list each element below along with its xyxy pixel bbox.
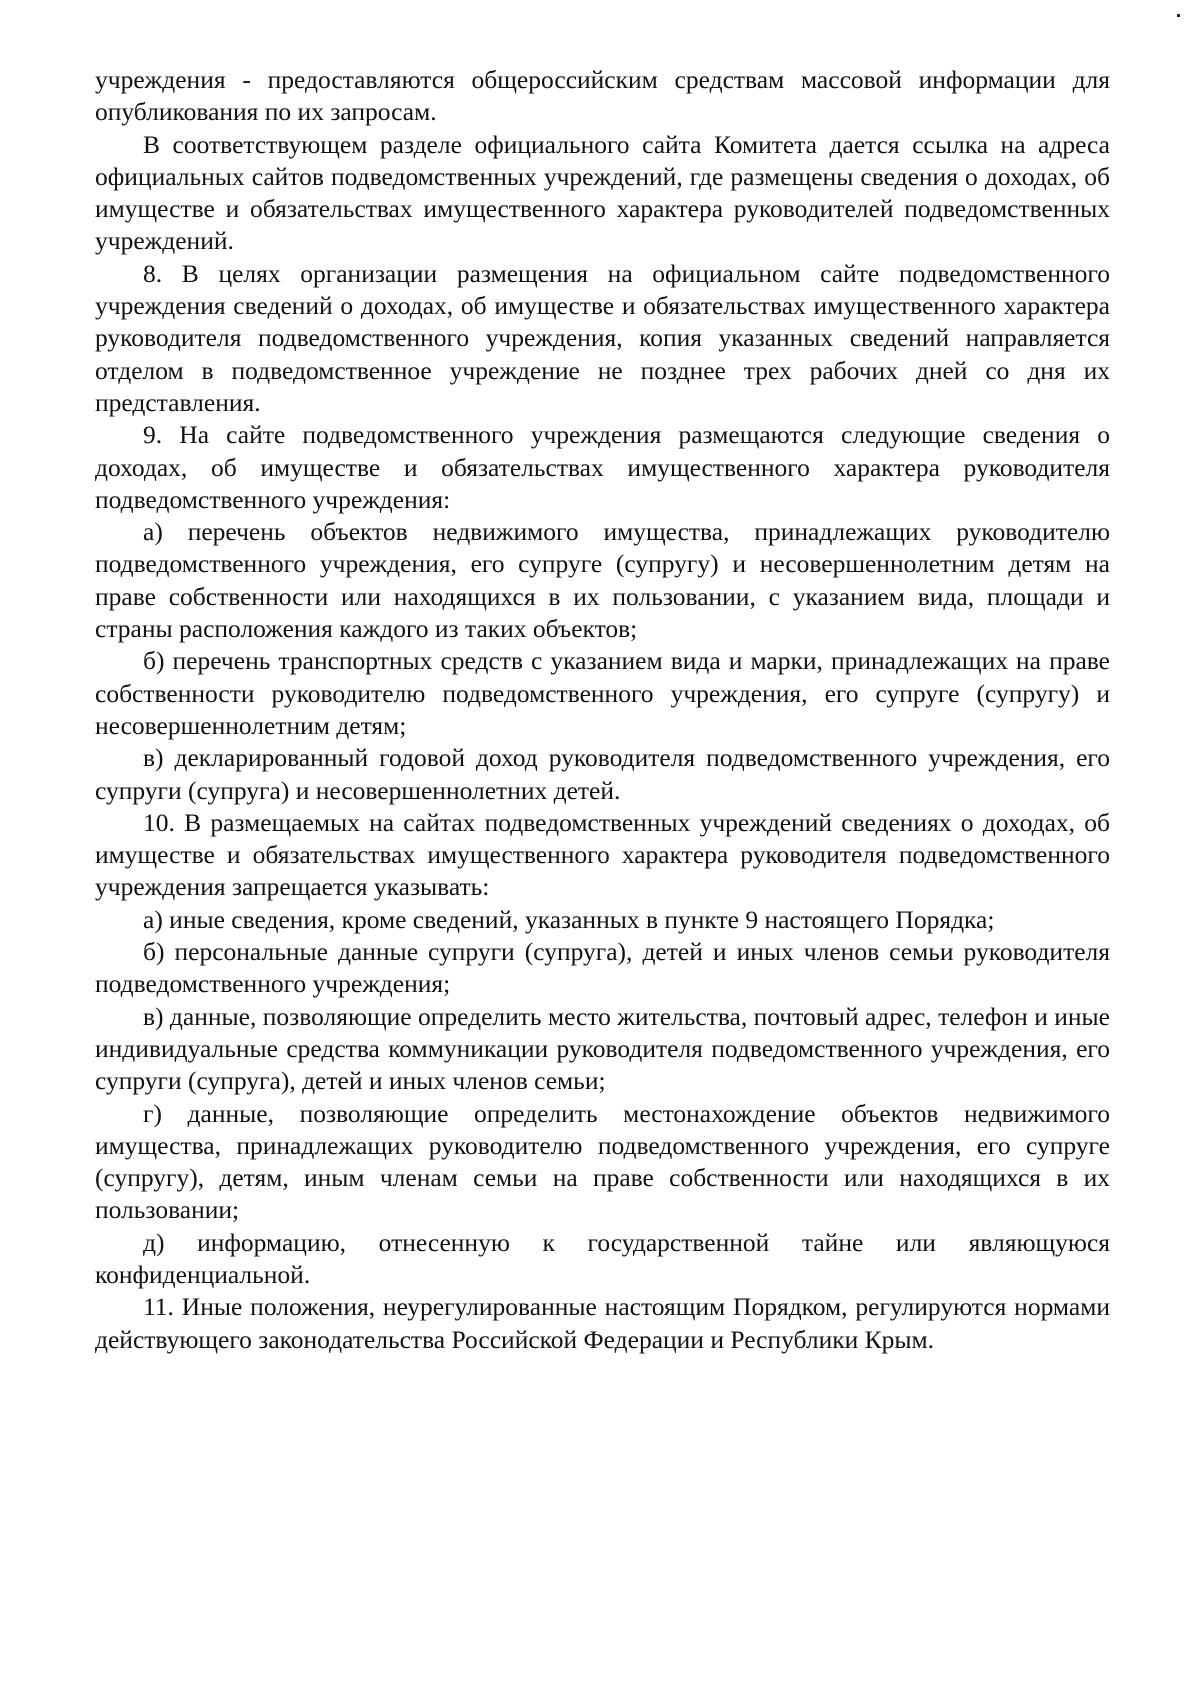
paragraph-item-10-a: а) иные сведения, кроме сведений, указанных в пункте 9 настоящего Порядка; (143, 904, 995, 934)
paragraph-item-10-v: в) данные, позволяющие определить место жительства, почтовый адрес, телефон и иные индивидуальные средства коммуникации руководителя подведомственного учреждения, его супруги (супруга), детей и иных членов семьи; (95, 1001, 1110, 1096)
scan-artifact-dot (1177, 14, 1180, 17)
paragraph-item-10-g: г) данные, позволяющие определить местонахождение объектов недвижимого имущества, принадлежащих руководителю подведомственного учреждения, его супруге (супругу), детям, иным членам семьи на праве собственности или находящихся в их пользовании; (95, 1098, 1110, 1225)
paragraph-item-10-b: б) персональные данные супруги (супруга), детей и иных членов семьи руководителя подведомственного учреждения; (95, 937, 1110, 999)
paragraph-item-10-d: д) информацию, отнесенную к государственной тайне или являющуюся конфиденциальной. (95, 1227, 1110, 1289)
paragraph-item-10: 10. В размещаемых на сайтах подведомственных учреждений сведениях о доходах, об имуществе и обязательствах имущественного характера руководителя подведомственного учреждения запрещается указывать: (95, 807, 1110, 902)
paragraph-item-8: 8. В целях организации размещения на официальном сайте подведомственного учреждения сведений о доходах, об имуществе и обязательствах имущественного характера руководителя подведомственного учреждения, копия указанных сведений направляется отделом в подведомственное учреждение не позднее трех рабочих дней со дня их представления. (95, 258, 1110, 417)
paragraph-item-11: 11. Иные положения, неурегулированные настоящим Порядком, регулируются нормами действующего законодательства Российской Федерации и Республики Крым. (95, 1292, 1110, 1354)
paragraph-item-9-b: б) перечень транспортных средств с указанием вида и марки, принадлежащих на праве собственности руководителю подведомственного учреждения, его супруге (супругу) и несовершеннолетним детям; (95, 646, 1110, 740)
paragraph-item-9-v: в) декларированный годовой доход руководителя подведомственного учреждения, его супруги (супруга) и несовершеннолетних детей. (95, 743, 1110, 805)
paragraph-item-9-a: а) перечень объектов недвижимого имущества, принадлежащих руководителю подведомственного учреждения, его супруге (супругу) и несовершеннолетним детям на праве собственности или находящихся в их пользовании, с указанием вида, площади и страны расположения каждого из таких объектов; (95, 517, 1110, 644)
paragraph-continuation: учреждения - предоставляются общероссийским средствам массовой информации для опубликования по их запросам. (95, 65, 1110, 127)
paragraph-item-9: 9. На сайте подведомственного учреждения размещаются следующие сведения о доходах, об имуществе и обязательствах имущественного характера руководителя подведомственного учреждения: (95, 420, 1110, 514)
document-page (95, 64, 1110, 1356)
paragraph-committee-site-link: В соответствующем разделе официального сайта Комитета дается ссылка на адреса официальных сайтов подведомственных учреждений, где размещены сведения о доходах, об имуществе и обязательствах имущественного характера руководителей подведомственных учреждений. (95, 129, 1110, 256)
